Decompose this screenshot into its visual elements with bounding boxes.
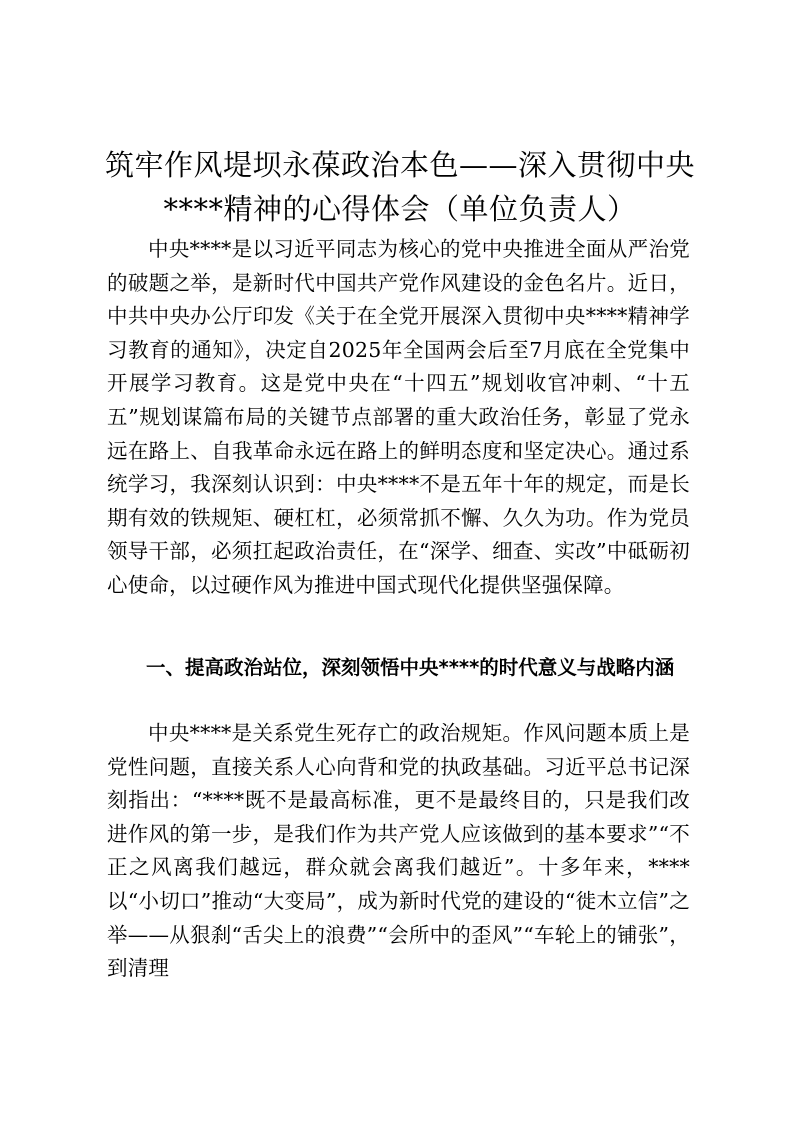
section-heading-1: 一、提高政治站位，深刻领悟中央****的时代意义与战略内涵 [146,656,675,679]
title-line-1: 筑牢作风堤坝永葆政治本色——深入贯彻中央 [104,148,695,182]
title-line-2: ****精神的心得体会（单位负责人） [163,192,637,226]
paragraph-intro: 中央****是以习近平同志为核心的党中央推进全面从严治党的破题之举，是新时代中国共产党作风建设的金色名片。近日，中共中央办公厅印发《关于在全党开展深入贯彻中央****精神学习教育的通知》，决定自2025年全国两会后至7月底在全党集中开展学习教育。这是党中央在“十四五”规划收官冲刺、“十五五”规划谋篇布局的关键节点部署的重大政治任务，彰显了党永远在路上、自我革命永远在路上的鲜明态度和坚定决心。通过系统学习，我深刻认识到：中央****不是五年十年的规定，而是长期有效的铁规矩、硬杠杠，必须常抓不懈、久久为功。作为党员领导干部，必须扛起政治责任，在“深学、细查、实改”中砥砺初心使命，以过硬作风为推进中国式现代化提供坚强保障。 [107,237,690,597]
document-title [100,143,700,231]
paragraph-section-1: 中央****是关系党生死存亡的政治规矩。作风问题本质上是党性问题，直接关系人心向背和党的执政基础。习近平总书记深刻指出：“****既不是最高标准，更不是最终目的，只是我们改进作风的第一步，是我们作为共产党人应该做到的基本要求”“不正之风离我们越远，群众就会离我们越近”。十多年来，****以“小切口”推动“大变局”，成为新时代党的建设的“徙木立信”之举——从狠刹“舌尖上的浪费”“会所中的歪风”“车轮上的铺张”，到清理 [107,721,690,981]
